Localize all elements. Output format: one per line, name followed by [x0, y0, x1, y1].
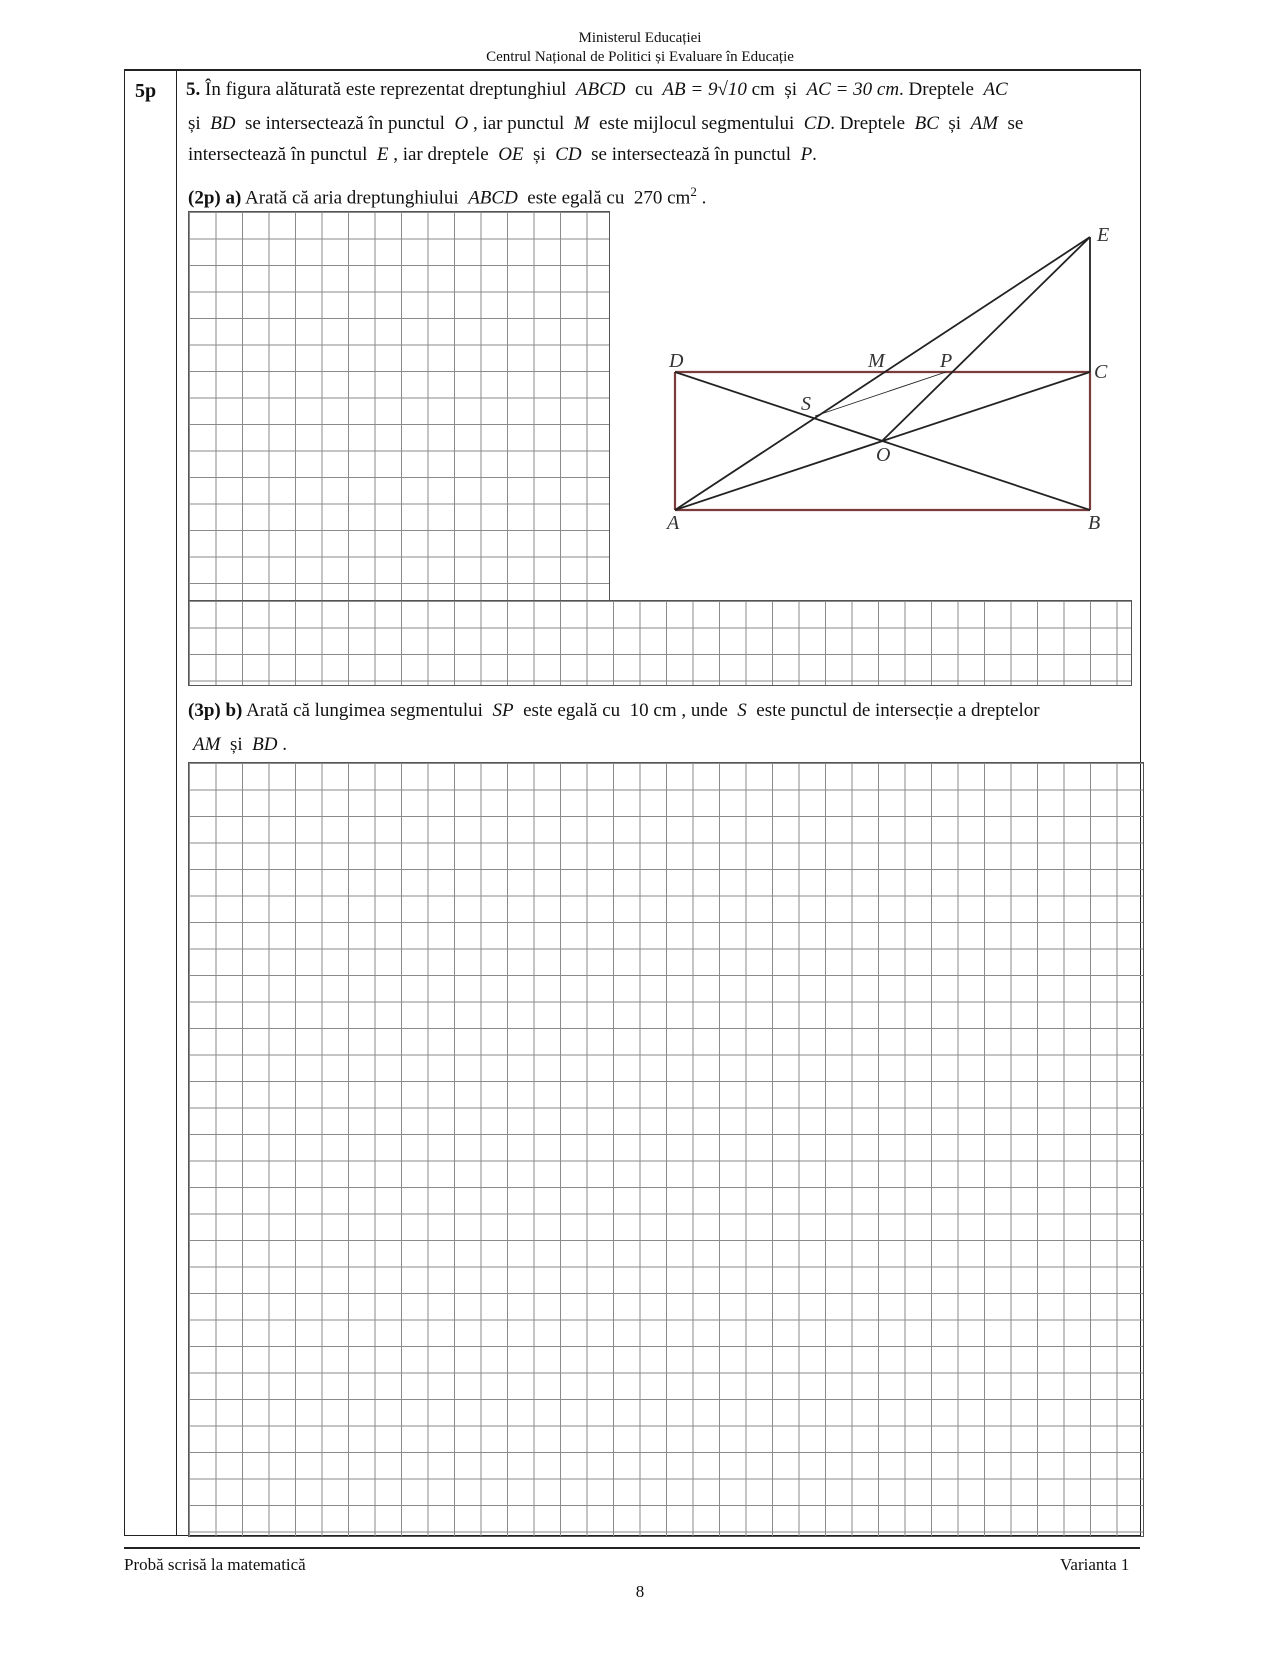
- superscript: 2: [690, 184, 697, 199]
- text-segment: este mijlocul segmentului: [599, 113, 795, 134]
- text-segment: . Dreptele: [899, 79, 974, 100]
- text-segment: , iar dreptele: [393, 144, 489, 165]
- text-segment: și: [533, 144, 546, 165]
- math-m: M: [573, 113, 590, 134]
- label-a: A: [667, 512, 680, 534]
- part-b-statement-line-1: [188, 700, 1040, 722]
- problem-line-1: [186, 79, 1008, 101]
- math-abcd: ABCD: [468, 187, 518, 209]
- label-b: B: [1088, 512, 1101, 534]
- math-bc: BC: [914, 113, 939, 134]
- answer-grid-b[interactable]: [188, 762, 1144, 1537]
- geometry-figure: [640, 220, 1120, 540]
- answer-grid-a-left[interactable]: [188, 211, 610, 602]
- header-center: Centrul Național de Politici și Evaluare în Educație: [486, 49, 794, 65]
- math-ac: AC: [983, 79, 1008, 100]
- problem-line-2: [188, 113, 1023, 135]
- text-segment: Arată că aria dreptunghiului: [245, 187, 459, 209]
- math-p: P: [800, 144, 813, 165]
- text-segment: , unde: [681, 700, 728, 721]
- text-segment: .: [812, 144, 817, 165]
- math-ab-eq: AB = 9√10: [662, 79, 747, 100]
- line-oe: [882, 237, 1090, 441]
- text-segment: este egală cu: [523, 700, 621, 721]
- points-label: 5p: [135, 80, 157, 102]
- segment-sp: [815, 372, 946, 416]
- math-am: AM: [970, 113, 999, 134]
- column-divider: [176, 69, 177, 1536]
- label-s: S: [801, 393, 811, 415]
- text-segment: se intersectează în punctul: [591, 144, 792, 165]
- text-segment: se intersectează în punctul: [245, 113, 445, 134]
- math-e: E: [376, 144, 389, 165]
- math-cd: CD: [555, 144, 582, 165]
- text-segment: cm: [751, 79, 775, 100]
- label-o: O: [876, 444, 891, 466]
- length-value: 10 cm: [629, 700, 677, 721]
- top-border: [124, 69, 1140, 71]
- part-a-points: (2p) a): [188, 187, 242, 209]
- answer-grid-a-bottom[interactable]: [188, 600, 1132, 686]
- header-ministry: Ministerul Educației: [578, 30, 702, 46]
- math-bd: BD: [210, 113, 236, 134]
- page-number: 8: [635, 1582, 645, 1601]
- text-segment: se: [1007, 113, 1024, 134]
- left-border: [124, 69, 125, 1536]
- problem-line-3: [188, 144, 817, 166]
- text-segment: și: [784, 79, 798, 100]
- part-a-statement: [188, 181, 706, 209]
- text-segment: și: [948, 113, 962, 134]
- label-d: D: [669, 350, 684, 372]
- text-segment: . Dreptele: [830, 113, 906, 134]
- math-o: O: [454, 113, 469, 134]
- problem-number: 5.: [186, 79, 201, 100]
- text-segment: În figura alăturată este reprezentat dreptunghiul: [205, 79, 567, 100]
- line-ae: [675, 237, 1090, 510]
- text-segment: cu: [634, 79, 653, 100]
- area-value: 270 cm: [633, 187, 691, 209]
- text-segment: este egală cu: [527, 187, 625, 209]
- math-cd: CD: [803, 113, 831, 134]
- label-p: P: [940, 350, 953, 372]
- label-m: M: [868, 350, 885, 372]
- math-ac-eq: AC = 30 cm: [806, 79, 900, 100]
- text-segment: și: [229, 734, 243, 755]
- text-segment: , iar punctul: [472, 113, 565, 134]
- footer-rule: [124, 1547, 1140, 1549]
- text-segment: Arată că lungimea segmentului: [246, 700, 483, 721]
- math-abcd: ABCD: [575, 79, 626, 100]
- text-segment: intersectează în punctul: [188, 144, 368, 165]
- math-am: AM: [193, 734, 221, 755]
- footer-variant: Varianta 1: [1060, 1555, 1130, 1574]
- math-s: S: [737, 700, 747, 721]
- text-segment: și: [188, 113, 201, 134]
- math-sp: SP: [492, 700, 514, 721]
- part-b-statement-line-2: [193, 734, 287, 756]
- text-segment: .: [282, 734, 287, 755]
- label-c: C: [1094, 361, 1108, 383]
- math-oe: OE: [498, 144, 524, 165]
- figure-lines: [675, 237, 1090, 510]
- text-segment: este punctul de intersecție a dreptelor: [756, 700, 1040, 721]
- label-e: E: [1097, 224, 1110, 246]
- math-bd: BD: [252, 734, 278, 755]
- part-b-points: (3p) b): [188, 700, 243, 721]
- text-segment: .: [701, 187, 707, 209]
- footer-exam-title: Probă scrisă la matematică: [124, 1555, 306, 1574]
